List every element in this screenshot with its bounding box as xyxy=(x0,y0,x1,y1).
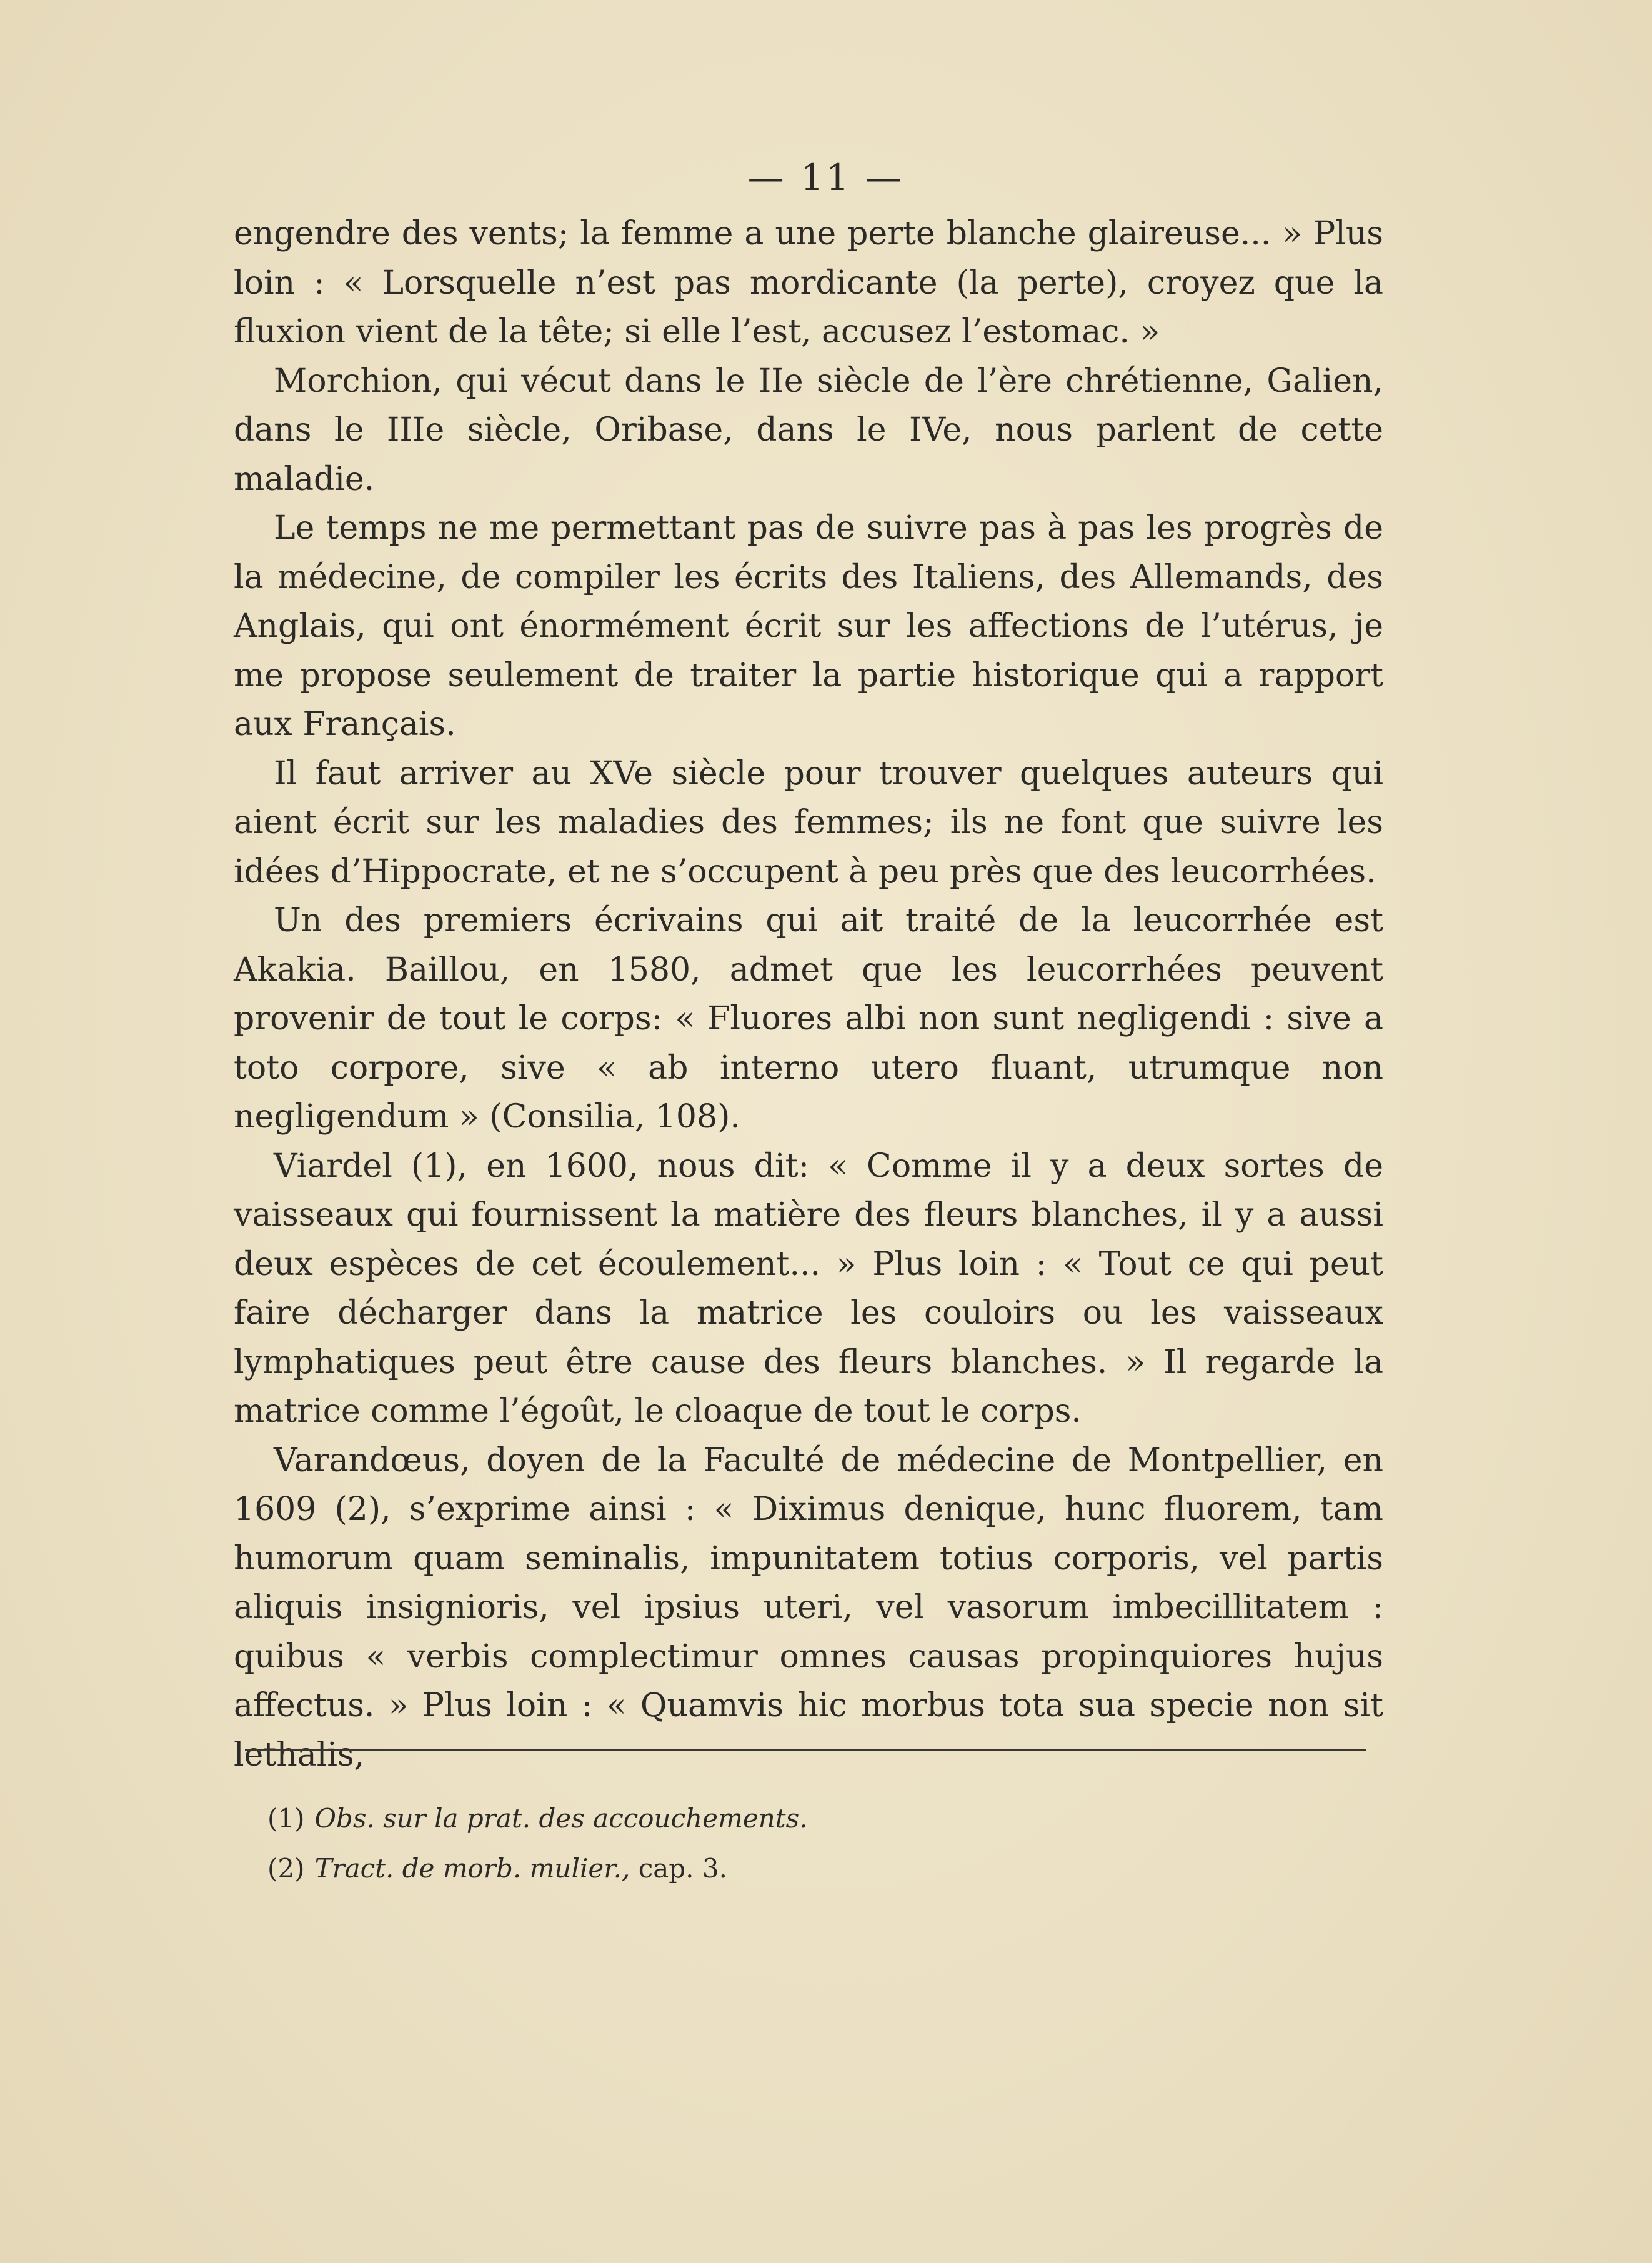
footnotes xyxy=(267,1794,1330,1894)
footnote-title: Tract. de morb. mulier., xyxy=(314,1853,630,1884)
paragraph: Viardel (1), en 1600, nous dit: « Comme il y a deux sortes de vaisseaux qui fournissent la matière des fleurs blanches, il y a aussi deux espèces de cet écoulement... » Plus loin : « Tout ce qui peut faire décharger dans la matrice les couloirs ou les vaisseaux lymphatiques peut être cause des fleurs blanches. » Il regarde la matrice comme l’égoût, le cloaque de tout le corps. xyxy=(234,1147,1383,1430)
footnote-ref: (2) xyxy=(267,1853,305,1884)
footnote xyxy=(267,1844,1330,1894)
paragraph: Le temps ne me permettant pas de suivre pas à pas les progrès de la médecine, de compiler les écrits des Italiens, des Allemands, des Anglais, qui ont énormément écrit sur les affections de l’utérus, je me propose seulement de traiter la partie historique qui a rapport aux Français. xyxy=(234,509,1383,743)
footnote-divider xyxy=(245,1749,1366,1751)
paragraph: engendre des vents; la femme a une perte blanche glaireuse... » Plus loin : « Lorsquelle n’est pas mordicante (la perte), croyez que la fluxion vient de la tête; si elle l’est, accusez l’estomac. » xyxy=(234,215,1383,351)
footnote-ref: (1) xyxy=(267,1803,305,1834)
body-text xyxy=(234,209,1383,1779)
footnote xyxy=(267,1794,1330,1844)
footnote-title: Obs. sur la prat. des accouchements. xyxy=(314,1803,808,1834)
page-number: — 11 — xyxy=(747,156,905,199)
paragraph: Il faut arriver au XVe siècle pour trouver quelques auteurs qui aient écrit sur les maladies des femmes; ils ne font que suivre les idées d’Hippocrate, et ne s’occupent à peu près que des leucorrhées. xyxy=(234,754,1383,891)
paragraph: Morchion, qui vécut dans le IIe siècle de l’ère chrétienne, Galien, dans le IIIe siècle, Oribase, dans le IVe, nous parlent de cette maladie. xyxy=(234,362,1383,498)
paragraph: Un des premiers écrivains qui ait traité de la leucorrhée est Akakia. Baillou, en 1580, admet que les leucorrhées peuvent provenir de tout le corps: « Fluores albi non sunt negligendi : sive a toto corpore, sive « ab interno utero fluant, utrumque non negligendum » (Consilia, 108). xyxy=(234,902,1383,1136)
footnote-rest: cap. 3. xyxy=(630,1853,727,1884)
paragraph: Varandœus, doyen de la Faculté de médecine de Montpellier, en 1609 (2), s’exprime ainsi : « Diximus denique, hunc fluorem, tam humorum quam seminalis, impunitatem totius corporis, vel partis aliquis insignioris, vel ipsius uteri, vel vasorum imbecillitatem : quibus « verbis complectimur omnes causas propinquiores hujus affectus. » Plus loin : « Quamvis hic morbus tota sua specie non sit lethalis, xyxy=(234,1441,1383,1774)
